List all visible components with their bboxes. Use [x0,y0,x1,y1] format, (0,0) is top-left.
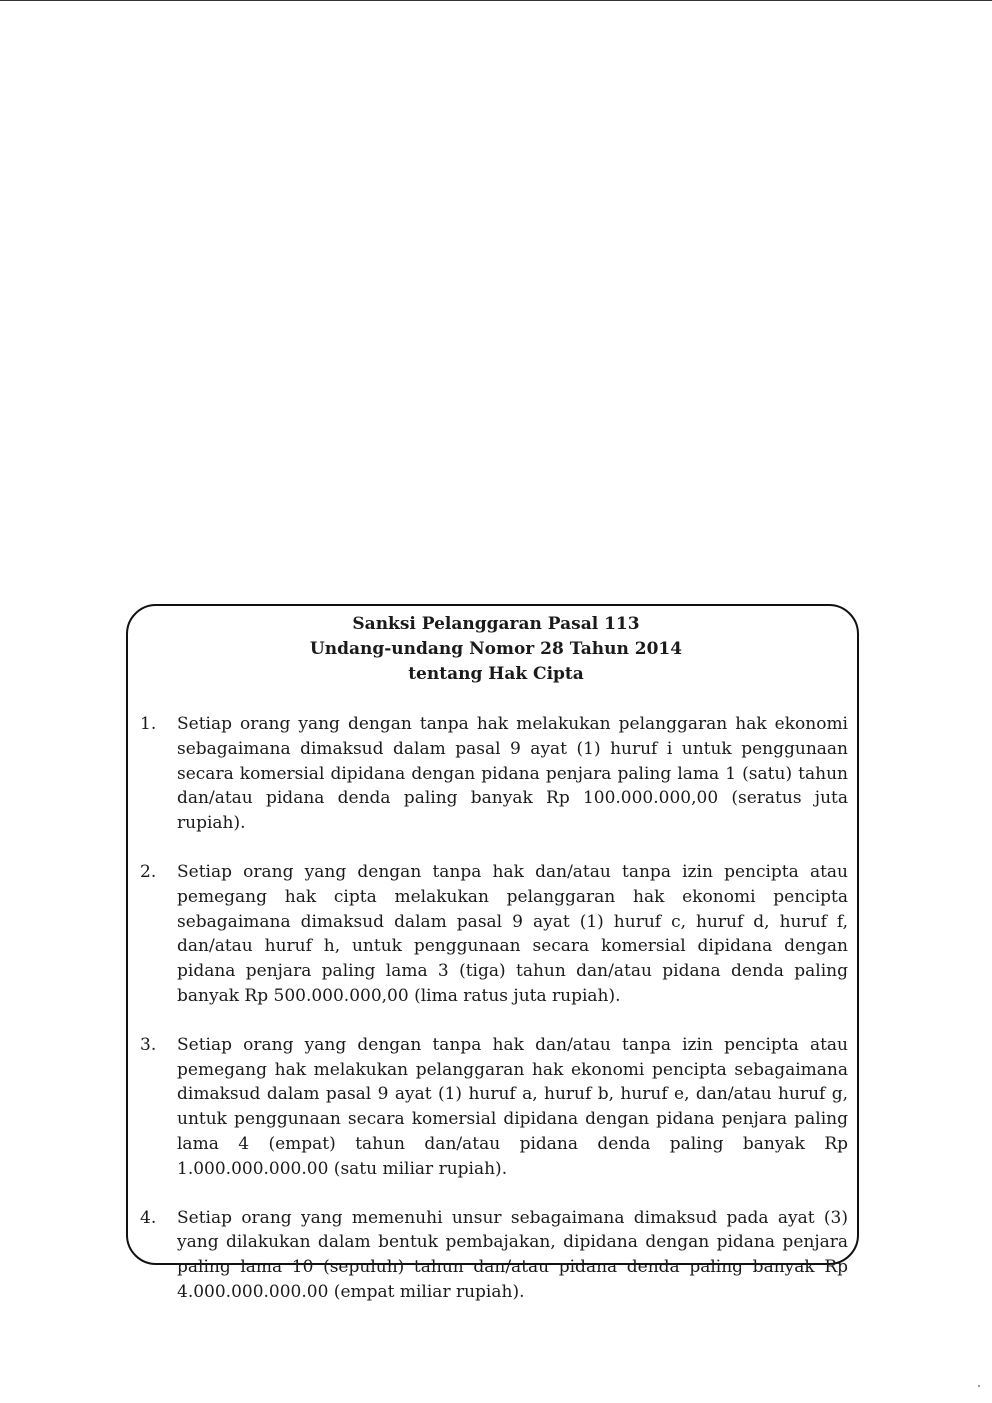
item-text: Setiap orang yang dengan tanpa hak melakukan pelanggaran hak ekonomi sebagaimana dimaksud dalam pasal 9 ayat (1) huruf i untuk penggunaan secara komersial dipidana dengan pidana penjara paling lama 1 (satu) tahun dan/atau pidana denda paling banyak Rp 100.000.000,00 (seratus juta rupiah). [177,714,848,834]
item-text: Setiap orang yang dengan tanpa hak dan/atau tanpa izin pencipta atau pemegang hak melakukan pelanggaran hak ekonomi pencipta sebagaimana dimaksud dalam pasal 9 ayat (1) huruf a, huruf b, huruf e, dan/atau huruf g, untuk penggunaan secara komersial dipidana dengan pidana penjara paling lama 4 (empat) tahun dan/atau pidana denda paling banyak Rp 1.000.000.000.00 (satu miliar rupiah). [177,1034,848,1179]
item-number: 2. [140,861,157,882]
item-number: 4. [140,1207,157,1228]
item-number: 3. [140,1034,157,1055]
sanction-item-3 [140,1033,848,1182]
top-rule [0,0,992,1]
item-text: Setiap orang yang dengan tanpa hak dan/atau tanpa izin pencipta atau pemegang hak cipta melakukan pelanggaran hak ekonomi pencipta sebagaimana dimaksud dalam pasal 9 ayat (1) huruf c, huruf d, huruf f, dan/atau huruf h, untuk penggunaan secara komersial dipidana dengan pidana penjara paling lama 3 (tiga) tahun dan/atau pidana denda paling banyak Rp 500.000.000,00 (lima ratus juta rupiah). [177,861,848,1006]
sanction-item-4 [140,1206,848,1305]
page-speck [978,1385,980,1387]
heading-line-law: Undang-undang Nomor 28 Tahun 2014 [309,639,683,659]
sanction-heading [0,612,992,687]
sanction-item-2 [140,860,848,1009]
sanction-item-1 [140,712,848,836]
sanction-list [140,712,848,1329]
item-text: Setiap orang yang memenuhi unsur sebagaimana dimaksud pada ayat (3) yang dilakukan dalam bentuk pembajakan, dipidana dengan pidana penjara paling lama 10 (sepuluh) tahun dan/atau pidana denda paling banyak Rp 4.000.000.000.00 (empat miliar rupiah). [177,1207,848,1302]
heading-line-subject: tentang Hak Cipta [408,664,584,684]
heading-line-article: Sanksi Pelanggaran Pasal 113 [352,614,640,634]
item-number: 1. [140,714,157,734]
